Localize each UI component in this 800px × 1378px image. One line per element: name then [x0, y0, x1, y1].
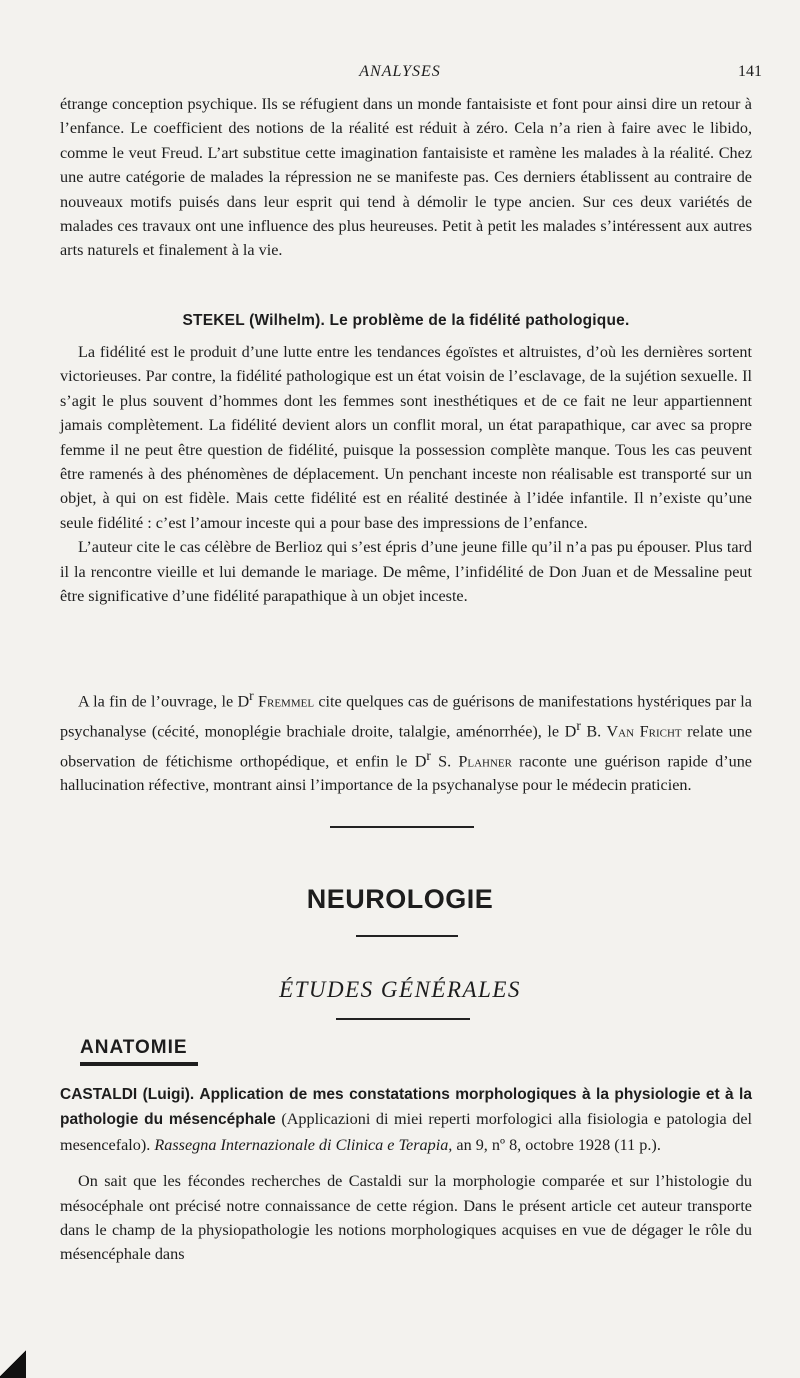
review-body-stekel [60, 340, 752, 608]
journal-name: Rassegna Internazionale di Clinica e Terapia, [154, 1135, 453, 1154]
paragraph-text: L’auteur cite le cas célèbre de Berlioz qui s’est épris d’une jeune fille qu’il n’a pas pu épouser. Plus tard il la rencontre vieille et lui demande le mariage. De même, l’infidélité de Don Juan et de Messaline peut être significative d’une fidélité parapathique à un objet inceste. [60, 538, 752, 606]
page-header [0, 63, 800, 85]
author-name: CASTALDI (Luigi). [60, 1086, 195, 1103]
section-title: NEUROLOGIE [306, 884, 494, 914]
page-number: 141 [738, 63, 762, 80]
paragraph-text [60, 684, 752, 798]
article-title-italian: (Applicazioni di miei reperti morfologici alla fisiologia e patologia del mesencefalo). [60, 1110, 753, 1154]
author-name: Fremmel [257, 692, 315, 711]
superscript: r [576, 717, 581, 733]
review-castaldi [60, 1082, 752, 1267]
citation-reference: an 9, nº 8, octobre 1928 (11 p.). [456, 1135, 661, 1154]
text-run: raconte une guérison rapide d’une hallucination réfective, montrant ainsi l’importance de la psychanalyse pour le médecin praticien. [60, 751, 752, 795]
rubric-title: ANATOMIE [80, 1037, 188, 1058]
paragraph-text [60, 1082, 752, 1157]
author-name: B. Van Fricht [586, 722, 682, 741]
running-title: ANALYSES [359, 63, 441, 80]
scan-corner-mark [0, 1348, 26, 1378]
article-title: Application de mes constatations morphologiques à la physiologie et à la pathologie du mésencéphale [60, 1086, 752, 1129]
separator-rule [330, 826, 474, 828]
paragraph-continuation [60, 92, 752, 263]
superscript: r [426, 747, 431, 763]
paragraph-text: On sait que les fécondes recherches de Castaldi sur la morphologie comparée et sur l’histologie du mésocéphale ont précisé notre connaissance de cette région. Dans le présent article cet auteur transporte dans le champ de la physiopathologie les notions morphologiques acquises en vue de dégager le rôle du mésencéphale dans [60, 1172, 752, 1264]
rubric-underline [80, 1062, 198, 1066]
subsection-title: ÉTUDES GÉNÉRALES [279, 977, 521, 1002]
separator-rule [336, 1018, 470, 1020]
text-run: A la fin de l’ouvrage, le D [78, 692, 250, 711]
text-run: relate une observation de fétichisme orthopédique, et enfin le D [60, 722, 753, 770]
review-body-stekel-addendum [60, 684, 752, 798]
review-heading-stekel: STEKEL (Wilhelm). Le problème de la fidélité pathologique. [182, 312, 630, 329]
superscript: r [249, 688, 254, 703]
author-name: S. Plahner [438, 751, 512, 770]
text-run: cite quelques cas de guérisons de manifestations hystériques par la psychanalyse (cécité, monoplégie brachiale droite, talalgie, aménorrhée), le D [60, 692, 752, 741]
paragraph-text: La fidélité est le produit d’une lutte entre les tendances égoïstes et altruistes, d’où les dernières sortent victorieuses. Par contre, la fidélité pathologique est un état voisin de l’esclavage, de la sujétion sexuelle. Il s’agit le plus souvent d’hommes dont les femmes sont inesthétiques et de ce fait ne leur appartiennent jamais complètement. La fidélité devient alors un conflit moral, un état parapathique, car avec sa propre femme il ne peut être question de fidélité, puisque la possession complète manque. Tous les cas peuvent être ramenés à des phénomènes de déplacement. Un penchant inceste non réalisable est transporté sur un objet, à qui on est fidèle. Mais cette fidélité est en réalité destinée à l’idée infantile. Il n’existe qu’une seule fidélité : c’est l’amour inceste qui a pour base des impressions de l’enfance. [60, 343, 752, 532]
paragraph-text: étrange conception psychique. Ils se réfugient dans un monde fantaisiste et font pour ainsi dire un retour à l’enfance. Le coefficient des notions de la réalité est réduit à zéro. Cela n’a rien à faire avec le libido, comme le veut Freud. L’art substitue cette imagination fantaisiste et ramène les malades à la réalité. Chez une autre catégorie de malades la répression ne se manifeste pas. Ces derniers établissent au contraire de nouveaux motifs puisés dans leur esprit qui tend à démolir le type ancien. Sur ces deux variétés de malades ces travaux ont une influence des plus heureuses. Petit à petit les malades s’intéressent aux autres arts naturels et finalement à la vie. [60, 95, 752, 260]
separator-rule [356, 935, 458, 937]
